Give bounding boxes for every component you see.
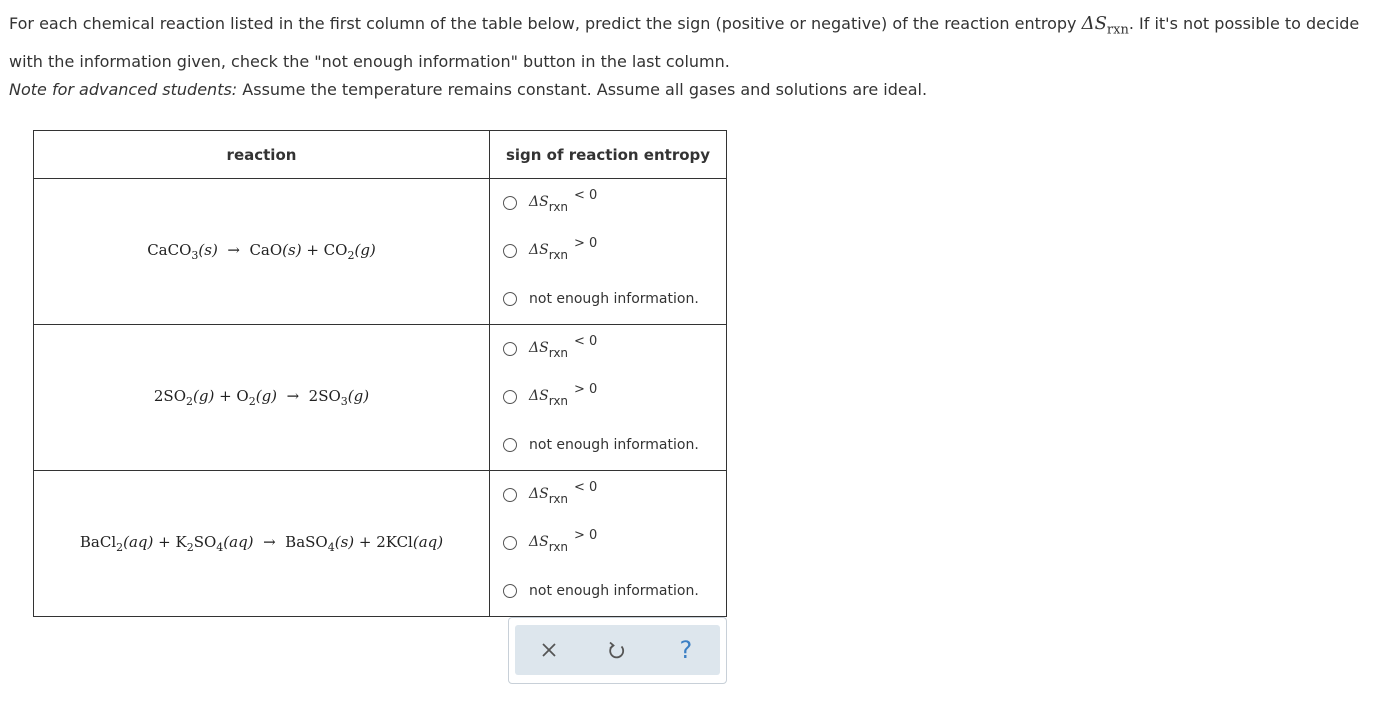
- answer-toolbar: [508, 617, 727, 684]
- reaction-equation-1: CaCO$_3$(s) → $CaO(s) + CO_2(g)$: [34, 179, 490, 325]
- instructions: [9, 8, 1394, 77]
- header-sign: sign of reaction entropy: [490, 131, 727, 179]
- entropy-options-2: [490, 325, 727, 471]
- option-not-enough-info[interactable]: [490, 567, 726, 615]
- help-button[interactable]: [668, 632, 704, 668]
- option-label: not enough information.: [529, 437, 699, 453]
- option-label: $\Delta S_{rxn}< 0$: [529, 187, 598, 215]
- header-reaction: reaction: [34, 131, 490, 179]
- instructions-part1: For each chemical reaction listed in the first column of the table below, predict the sign (positive or negative) of the reaction entropy: [9, 14, 1082, 33]
- option-label: $\Delta S_{rxn}> 0$: [529, 381, 598, 409]
- option-label: $\Delta S_{rxn}< 0$: [529, 479, 598, 507]
- note-text: Assume the temperature remains constant. Assume all gases and solutions are ideal.: [237, 80, 928, 99]
- note-label: Note for advanced students:: [9, 80, 238, 99]
- option-not-enough-info[interactable]: [490, 275, 726, 323]
- option-label: $\Delta S_{rxn}< 0$: [529, 333, 598, 361]
- entropy-symbol: $\Delta S_{rxn}$: [1081, 13, 1129, 38]
- option-label: $\Delta S_{rxn}> 0$: [529, 235, 598, 263]
- option-label: not enough information.: [529, 291, 699, 307]
- option-negative[interactable]: [490, 471, 726, 519]
- reaction-equation-2: $2SO_2(g) + O_2(g) \to 2SO_3(g)$: [34, 325, 490, 471]
- table-header-row: [34, 131, 727, 179]
- radio-button[interactable]: [503, 196, 517, 210]
- radio-button[interactable]: [503, 536, 517, 550]
- table-row: [34, 179, 727, 325]
- close-icon: [541, 642, 557, 658]
- option-label: not enough information.: [529, 583, 699, 599]
- option-negative[interactable]: [490, 179, 726, 227]
- instructions-part2: . If it's not possible to decide with the information given, check the "not enough information" button in the last column.: [9, 14, 1360, 71]
- radio-button[interactable]: [503, 342, 517, 356]
- radio-button[interactable]: [503, 488, 517, 502]
- option-positive[interactable]: [490, 373, 726, 421]
- entropy-options-3: [490, 471, 727, 617]
- option-negative[interactable]: [490, 325, 726, 373]
- undo-button[interactable]: [599, 632, 635, 668]
- radio-button[interactable]: [503, 584, 517, 598]
- reaction-table: [33, 130, 727, 617]
- option-label: $\Delta S_{rxn}> 0$: [529, 527, 598, 555]
- radio-button[interactable]: [503, 438, 517, 452]
- table-row: [34, 325, 727, 471]
- option-positive[interactable]: [490, 519, 726, 567]
- option-not-enough-info[interactable]: [490, 421, 726, 469]
- table-row: [34, 471, 727, 617]
- reaction-equation-3: BaCl$_2$(aq) + $K_2SO_4(aq)$ → BaSO$_4$(s) + 2KCl(aq): [34, 471, 490, 617]
- clear-button[interactable]: [531, 632, 567, 668]
- radio-button[interactable]: [503, 292, 517, 306]
- help-icon: ?: [679, 636, 693, 664]
- radio-button[interactable]: [503, 390, 517, 404]
- toolbar-buttons: [515, 625, 720, 675]
- option-positive[interactable]: [490, 227, 726, 275]
- radio-button[interactable]: [503, 244, 517, 258]
- undo-icon: [607, 640, 627, 660]
- advanced-note: [9, 77, 927, 103]
- entropy-options-1: [490, 179, 727, 325]
